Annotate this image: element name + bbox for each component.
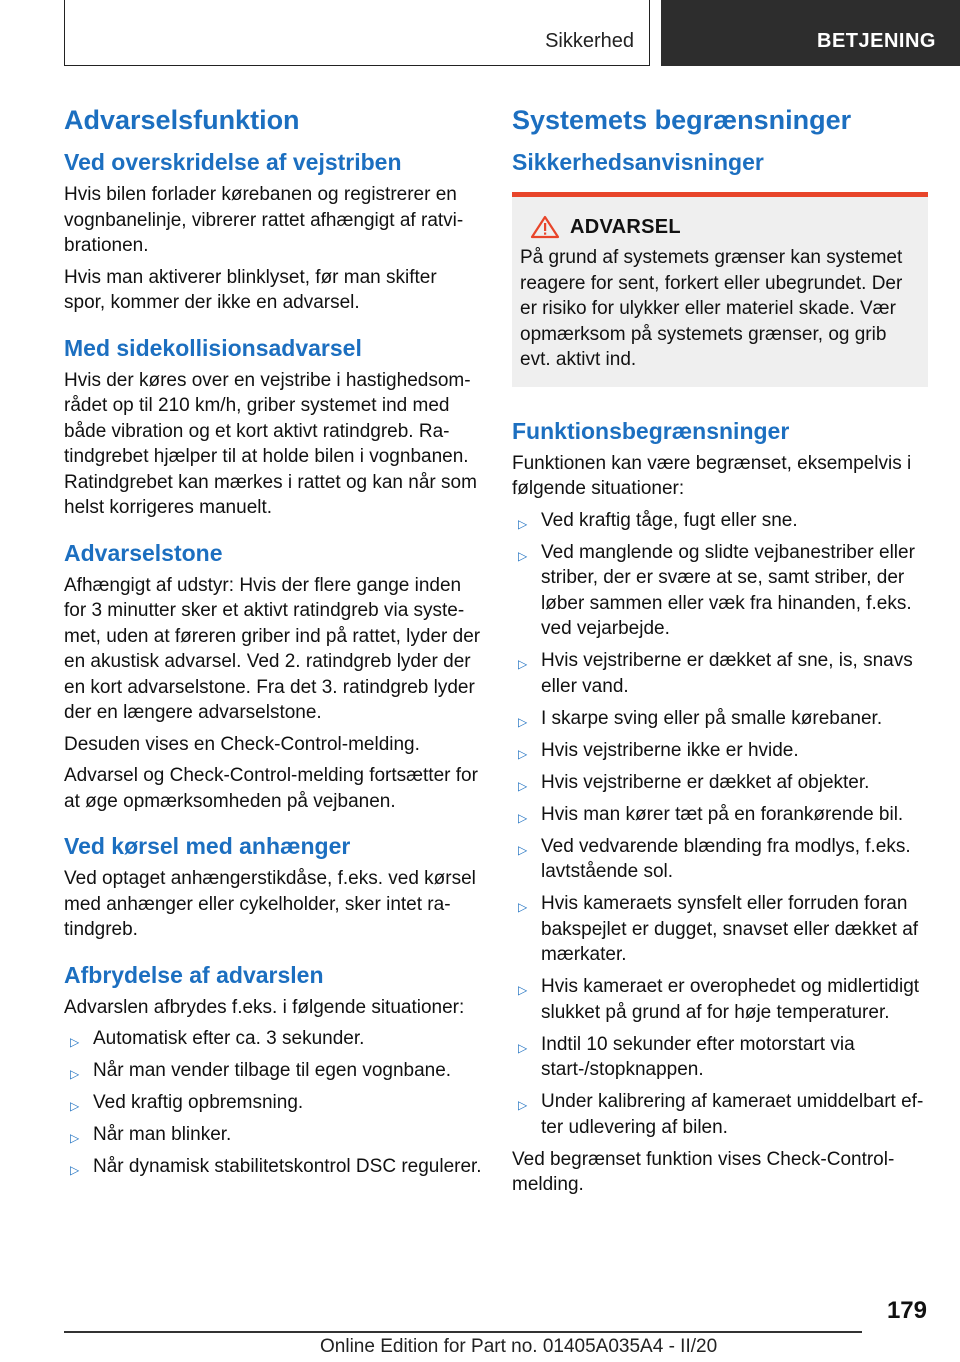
triangle-bullet-icon: ▷ [518, 657, 528, 671]
right-column [512, 100, 928, 1216]
paragraph: Ved begrænset funktion vises Check-Control-melding. [512, 1148, 895, 1195]
list-item: ▷ Automatisk efter ca. 3 sekunder. [64, 1026, 482, 1052]
triangle-bullet-icon: ▷ [70, 1035, 80, 1049]
page-header [0, 0, 960, 66]
triangle-bullet-icon: ▷ [70, 1163, 80, 1177]
triangle-bullet-icon: ▷ [518, 810, 528, 825]
paragraph: Funktionen kan være begrænset, eksempelvis i følgende situationer: [512, 452, 912, 499]
triangle-bullet-icon: ▷ [518, 900, 528, 914]
list-item: ▷ Under kalibrering af kameraet umiddelbart efter udlevering af bilen. [518, 1091, 924, 1138]
paragraph: Hvis bilen forlader kørebanen og registrerer en vognbanelinje, vibrerer rattet afhængigt af ratvibrationen. [64, 184, 464, 256]
page-number: 179 [886, 1297, 927, 1324]
paragraph: Advarslen afbrydes f.eks. i følgende situationer: [64, 996, 465, 1018]
header-chapter-tab [661, 0, 960, 66]
left-column [64, 100, 482, 1198]
paragraph: Hvis man aktiverer blinklyset, før man skifter spor, kommer der ikke en advarsel. [64, 266, 437, 313]
list-item: ▷ Når man blinker. [64, 1122, 482, 1148]
list-item: ▷ I skarpe sving eller på smalle kørebaner. [512, 706, 928, 732]
list-item: ▷ Hvis vejstriberne er dækket af sne, is, snavs eller vand. [518, 650, 913, 697]
list-item: ▷ Hvis vejstriberne er dækket af objekter. [512, 770, 928, 796]
heading-advarselstone: Advarselstone [64, 539, 223, 566]
list-item: ▷ Hvis kameraet er overophedet og midlertidigt slukket på grund af for høje temperaturer. [518, 976, 920, 1023]
bullet-list [512, 508, 928, 1141]
heading-sidekollision: Med sidekollisionsadvarsel [64, 334, 362, 361]
list-item: ▷ Ved manglende og slidte vejbanestriber eller striber, der er svære at se, samt striber, der løber sammen eller væk fra hinanden, f.eks. ved vejarbejde. [518, 541, 915, 639]
warning-box [512, 192, 928, 387]
warning-header [520, 215, 920, 239]
triangle-bullet-icon: ▷ [518, 842, 528, 857]
section-advarselstone [64, 539, 482, 815]
warning-text: På grund af systemets grænser kan systemet reagere for sent, forkert eller ubegrundet. Der er risiko for ulykker eller materiel skade. Vær opmærksom på systemets grænser, og grib evt. aktivt ind. [520, 247, 903, 370]
triangle-bullet-icon: ▷ [518, 983, 528, 997]
list-item: ▷ Hvis man kører tæt på en forankørende bil. [512, 802, 928, 828]
list-item: ▷ Hvis kameraets synsfelt eller forruden foran bakspejlet er dugget, snavset eller dækket af mærkater. [518, 893, 919, 965]
list-item: ▷ Hvis vejstriberne ikke er hvide. [512, 738, 928, 764]
triangle-bullet-icon: ▷ [518, 516, 528, 531]
warning-title: ADVARSEL [570, 215, 681, 238]
triangle-bullet-icon: ▷ [518, 548, 528, 563]
paragraph: Ved optaget anhængerstikdåse, f.eks. ved kørsel med anhænger eller cykelholder, sker intet ratindgreb. [64, 868, 476, 940]
list-item: ▷ Indtil 10 sekunder efter motorstart via start-/stopknappen. [518, 1033, 855, 1080]
paragraph: Afhængigt af udstyr: Hvis der flere gange inden for 3 minutter sker et aktivt ratindgreb via systemet, uden at føreren griber ind på rattet, lyder der en akustisk advarsel. Ved 2. ratindgreb lyder der en kort advarselstone. Fra det 3. ratindgreb lyder der en længere advarselstone. [64, 574, 481, 723]
paragraph: Advarsel og Check-Control-melding fortsætter for at øge opmærksomheden på vejbanen. [64, 765, 478, 812]
heading-sikkerhedsanvisninger: Sikkerhedsanvisninger [512, 149, 764, 175]
list-item: ▷ Ved kraftig opbremsning. [64, 1090, 482, 1116]
heading-overskridelse: Ved overskridelse af vejstriben [64, 149, 402, 175]
footer-edition: Online Edition for Part no. 01405A035A4 - II/20 [320, 1336, 718, 1357]
section-sidekollision [64, 334, 482, 521]
list-item: ▷ Når dynamisk stabilitetskontrol DSC regulerer. [64, 1154, 482, 1180]
triangle-bullet-icon: ▷ [518, 778, 528, 793]
heading-funktionsbegraensninger: Funktionsbegrænsninger [512, 417, 790, 444]
triangle-bullet-icon: ▷ [518, 714, 528, 729]
triangle-bullet-icon: ▷ [70, 1131, 80, 1145]
section-afbrydelse [64, 961, 482, 1180]
header-chapter-title: BETJENING [817, 30, 936, 52]
warning-triangle-icon [530, 215, 560, 239]
triangle-bullet-icon: ▷ [518, 1098, 528, 1112]
triangle-bullet-icon: ▷ [70, 1067, 80, 1081]
section-title-advarselsfunktion: Advarselsfunktion [64, 105, 300, 135]
list-item: ▷ Ved kraftig tåge, fugt eller sne. [512, 508, 928, 534]
section-overskridelse [64, 148, 482, 316]
heading-anhaenger: Ved kørsel med anhænger [64, 833, 351, 859]
heading-afbrydelse: Afbrydelse af advarslen [64, 961, 324, 988]
paragraph: Desuden vises en Check-Control-melding. [64, 733, 420, 755]
header-section-title: Sikkerhed [545, 30, 634, 52]
bullet-list [64, 1026, 482, 1180]
footer-divider [64, 1331, 862, 1333]
triangle-bullet-icon: ▷ [518, 1040, 528, 1055]
list-item: ▷ Ved vedvarende blænding fra modlys, f.eks. lavtstående sol. [518, 835, 911, 882]
triangle-bullet-icon: ▷ [518, 746, 528, 761]
section-funktionsbegraensninger [512, 417, 928, 1198]
paragraph: Hvis der køres over en vejstribe i hastighedsområdet op til 210 km/h, griber systemet ind med både vibration og et kort aktivt ratindgreb. Ratindgrebet hjælper til at holde bilen i vognbanen. Ratindgrebet kan mærkes i rattet og kan når som helst korrigeres manuelt. [64, 369, 477, 518]
list-item: ▷ Når man vender tilbage til egen vognbane. [64, 1058, 482, 1084]
section-title-begraensninger: Systemets begrænsninger [512, 105, 852, 135]
section-anhaenger [64, 832, 482, 943]
triangle-bullet-icon: ▷ [70, 1099, 80, 1113]
